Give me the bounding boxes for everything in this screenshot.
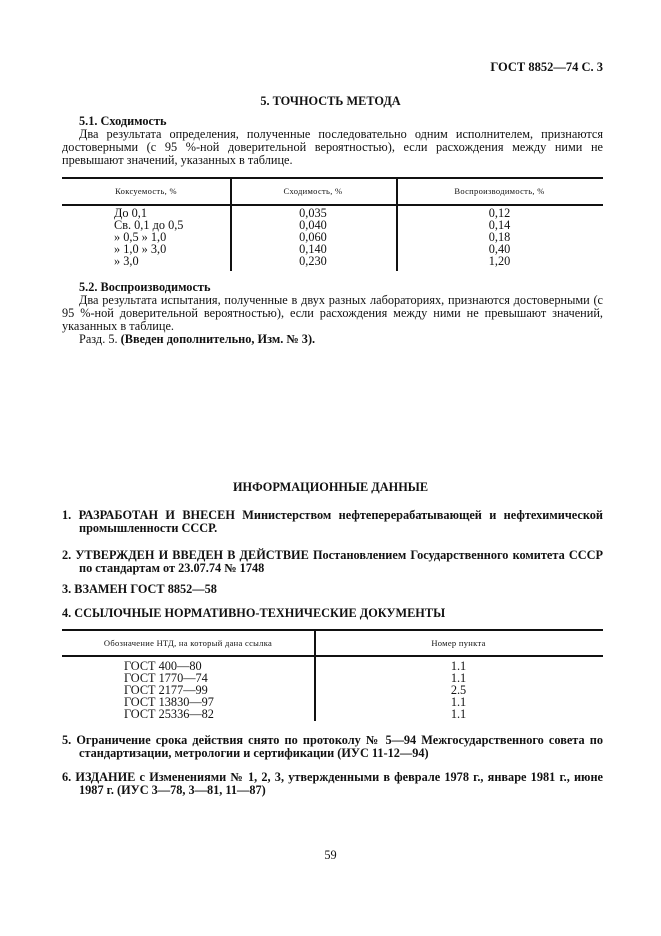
subsection-5-1-text: Два результата определения, полученные последовательно одним исполнителем, признаются достоверными (с 95 %-ной доверительной вероятностью), если расхождения между ними не превышают значений, указанных в таблице. xyxy=(62,127,603,167)
table-cell: ГОСТ 400—80 xyxy=(124,659,202,673)
column-header: Номер пункта xyxy=(431,638,486,648)
table-cell: 1,20 xyxy=(488,254,511,268)
table-cell: 0,12 xyxy=(488,206,511,220)
table-cell: 0,18 xyxy=(488,230,511,244)
table-cell: Св. 0,1 до 0,5 xyxy=(114,218,184,232)
column-header: Воспроизводимость, % xyxy=(454,186,545,196)
info-item-5: 5. Ограничение срока действия снято по протоколу № 5—94 Межгосударственного совета по стандартизации, метрологии и сертификации (ИУС 11-12—94) xyxy=(62,733,603,760)
table-cell: 1.1 xyxy=(450,695,467,709)
table-cell: 1.1 xyxy=(450,707,467,721)
table-cell: 0,14 xyxy=(488,218,511,232)
section-title: 5. ТОЧНОСТЬ МЕТОДА xyxy=(260,94,401,108)
precision-table xyxy=(62,177,603,271)
table-cell: ГОСТ 13830—97 xyxy=(124,695,214,709)
column-header: Сходимость, % xyxy=(283,186,343,196)
references-table xyxy=(62,629,603,721)
column-header: Обозначение НТД, на который дана ссылка xyxy=(103,638,273,648)
column-header: Коксуемость, % xyxy=(115,186,177,196)
table-cell: 0,140 xyxy=(299,242,327,256)
amendment-note: Разд. 5. (Введен дополнительно, Изм. № 3). xyxy=(79,332,316,346)
info-item-4: 4. ССЫЛОЧНЫЕ НОРМАТИВНО-ТЕХНИЧЕСКИЕ ДОКУМЕНТЫ xyxy=(62,606,446,620)
page-number: 59 xyxy=(324,848,337,862)
table-cell: » 1,0 » 3,0 xyxy=(114,242,167,256)
info-item-2: 2. УТВЕРЖДЕН И ВВЕДЕН В ДЕЙСТВИЕ Постановлением Государственного комитета СССР по стандартам от 23.07.74 № 1748 xyxy=(62,548,603,575)
table-cell: До 0,1 xyxy=(114,206,147,220)
table-cell: 0,035 xyxy=(299,206,327,220)
table-cell: 0,40 xyxy=(488,242,511,256)
table-cell: 1.1 xyxy=(450,671,467,685)
table-cell: » 3,0 xyxy=(114,254,139,268)
table-cell: 0,060 xyxy=(299,230,327,244)
table-cell: 0,040 xyxy=(299,218,327,232)
table-cell: ГОСТ 2177—99 xyxy=(124,683,208,697)
info-item-3: 3. ВЗАМЕН ГОСТ 8852—58 xyxy=(62,582,217,596)
table-cell: ГОСТ 1770—74 xyxy=(124,671,208,685)
table-cell: 1.1 xyxy=(450,659,467,673)
info-item-6: 6. ИЗДАНИЕ с Изменениями № 1, 2, 3, утвержденными в феврале 1978 г., январе 1981 г., июне 1987 г. (ИУС 3—78, 3—81, 11—87) xyxy=(62,770,603,797)
table-cell: » 0,5 » 1,0 xyxy=(114,230,167,244)
table-cell: ГОСТ 25336—82 xyxy=(124,707,214,721)
subsection-5-2-title: 5.2. Воспроизводимость xyxy=(79,280,211,294)
page-header: ГОСТ 8852—74 С. 3 xyxy=(490,60,603,74)
subsection-5-1-title: 5.1. Сходимость xyxy=(79,114,167,128)
info-title: ИНФОРМАЦИОННЫЕ ДАННЫЕ xyxy=(232,480,429,494)
table-cell: 2.5 xyxy=(450,683,467,697)
info-item-1: 1. РАЗРАБОТАН И ВНЕСЕН Министерством нефтеперерабатывающей и нефтехимической промышленности СССР. xyxy=(62,508,603,535)
table-cell: 0,230 xyxy=(299,254,327,268)
subsection-5-2-text: Два результата испытания, полученные в двух разных лабораториях, признаются достоверными (с 95 %-ной доверительной вероятностью), если расхождения между ними не превышают значений, указанных в таблице. xyxy=(62,293,603,333)
